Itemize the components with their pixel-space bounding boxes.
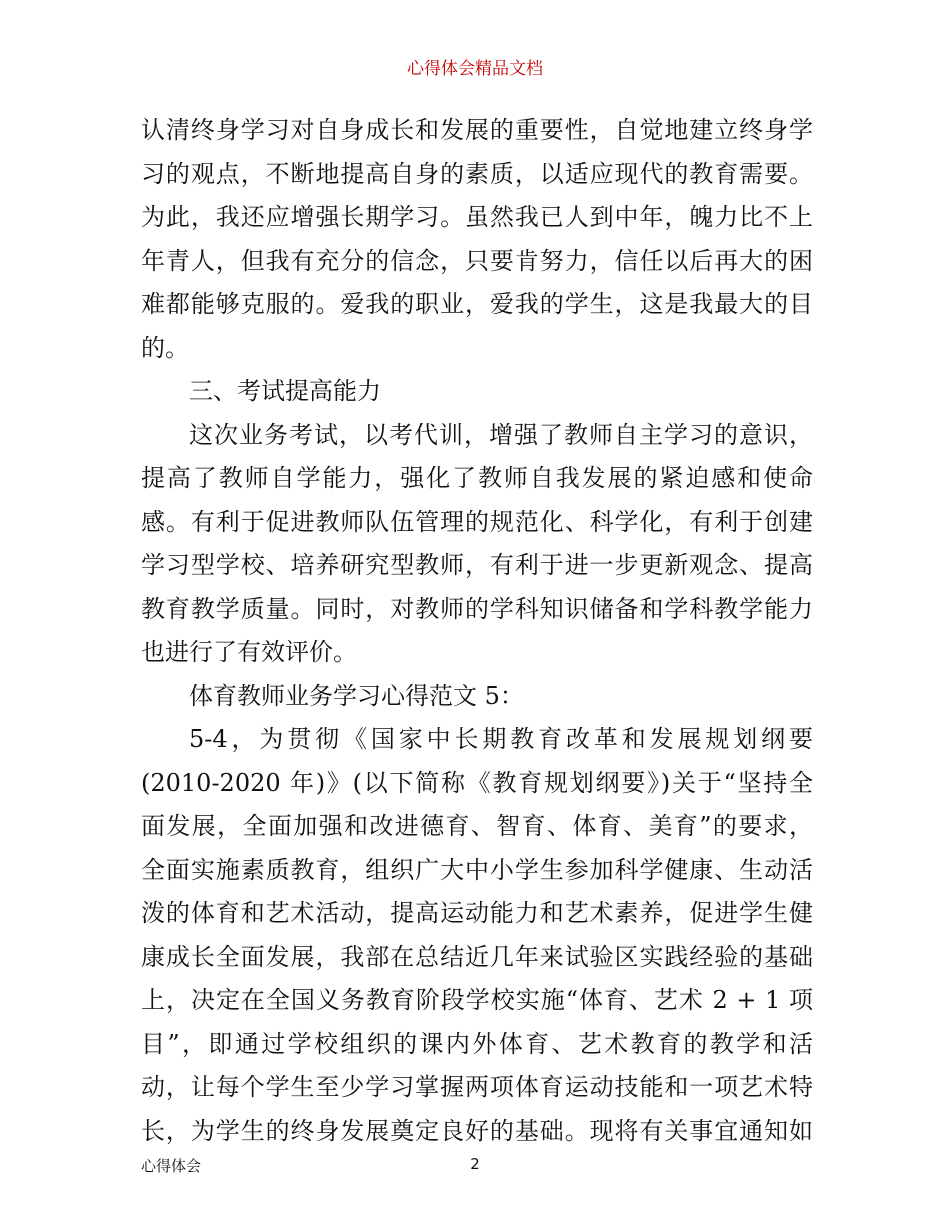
section-heading: 三、考试提高能力	[189, 377, 381, 405]
body-line: 目”，即通过学校组织的课内外体育、艺术教育的教学和活	[141, 1029, 813, 1058]
body-line: 提高了教师自学能力，强化了教师自我发展的紧迫感和使命	[141, 464, 813, 492]
body-line: 面发展，全面加强和改进德育、智育、体育、美育”的要求，	[141, 812, 813, 840]
document-header-title: 心得体会精品文档	[407, 59, 543, 79]
body-line: 上，决定在全国义务教育阶段学校实施“体育、艺术 2 + 1 项	[141, 986, 813, 1014]
article-heading: 体育教师业务学习心得范文 5：	[189, 681, 524, 710]
body-line: 年青人，但我有充分的信念，只要肯努力，信任以后再大的困	[141, 246, 813, 275]
body-line: 全面实施素质教育，组织广大中小学生参加科学健康、生动活	[141, 855, 813, 884]
body-line: 感。有利于促进教师队伍管理的规范化、科学化，有利于创建	[141, 507, 813, 536]
body-line: 为此，我还应增强长期学习。虽然我已人到中年，魄力比不上	[141, 203, 813, 231]
body-line: 也进行了有效评价。	[141, 638, 357, 666]
footer-label: 心得体会	[141, 1157, 202, 1175]
document-body	[141, 109, 813, 1153]
body-line: 的。	[141, 333, 189, 362]
body-line: 认清终身学习对自身成长和发展的重要性，自觉地建立终身学	[141, 116, 813, 144]
body-line: 难都能够克服的。爱我的职业，爱我的学生，这是我最大的目	[141, 290, 813, 318]
body-line: 康成长全面发展，我部在总结近几年来试验区实践经验的基础	[141, 942, 813, 971]
body-line: 5-4，为贯彻《国家中长期教育改革和发展规划纲要	[189, 725, 813, 753]
body-line: 教育教学质量。同时，对教师的学科知识储备和学科教学能力	[141, 594, 813, 623]
body-line: 这次业务考试，以考代训，增强了教师自主学习的意识，	[189, 420, 813, 449]
body-line: 泼的体育和艺术活动，提高运动能力和艺术素养，促进学生健	[141, 899, 813, 927]
body-line: 动，让每个学生至少学习掌握两项体育运动技能和一项艺术特	[141, 1073, 813, 1101]
body-line: (2010-2020 年)》(以下简称《教育规划纲要》)关于“坚持全	[141, 768, 813, 797]
body-line: 长，为学生的终身发展奠定良好的基础。现将有关事宜通知如	[141, 1116, 813, 1145]
page-number: 2	[470, 1155, 480, 1173]
body-line: 习的观点，不断地提高自身的素质，以适应现代的教育需要。	[141, 159, 813, 188]
body-line: 学习型学校、培养研究型教师，有利于进一步更新观念、提高	[141, 551, 813, 579]
